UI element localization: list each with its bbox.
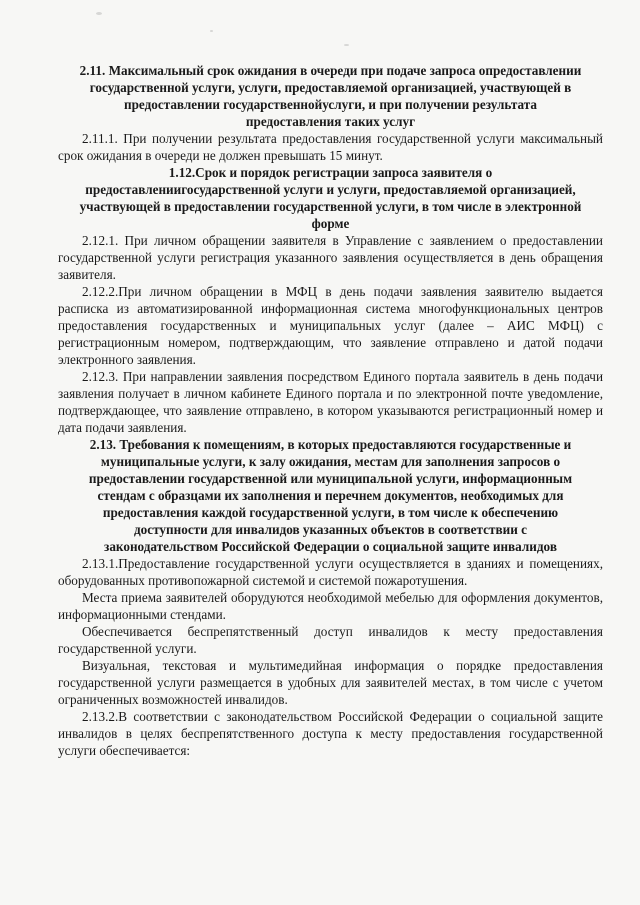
section-heading-2-12: 1.12.Срок и порядок регистрации запроса заявителя о предоставлениигосударственной услуги и услуги, предоставляемой организацией, участвующей в предоставлении государственной услуги, в том числе в электронной форме xyxy=(79,165,582,231)
paragraph-2-13-2: 2.13.2.В соответствии с законодательством Российской Федерации о социальной защите инвалидов в целях беспрепятственного доступа к месту предоставления государственной услуги обеспечивается: xyxy=(58,709,603,758)
paragraph-2-12-3: 2.12.3. При направлении заявления посредством Единого портала заявитель в день подачи заявления получает в личном кабинете Единого портала и по электронной почте уведомление, подтверждающее, что заявление отправлено, в котором указываются регистрационный номер и дата подачи заявления. xyxy=(58,369,603,435)
paragraph-2-12-1: 2.12.1. При личном обращении заявителя в Управление с заявлением о предоставлении государственной услуги регистрация указанного заявления осуществляется в день обращения заявителя. xyxy=(58,233,603,282)
paragraph-visual-information: Визуальная, текстовая и мультимедийная информация о порядке предоставления государственной услуги размещается в удобных для заявителей местах, в том числе с учетом ограниченных возможностей инвалидов. xyxy=(58,658,603,707)
scan-speck xyxy=(96,12,102,15)
scan-speck xyxy=(210,30,213,32)
section-heading-2-11: 2.11. Максимальный срок ожидания в очереди при подаче запроса опредоставлении государственной услуги, услуги, предоставляемой организацией, участвующей в предоставлении государственнойуслуги, и при получении результата предоставления таких услуг xyxy=(79,63,582,129)
paragraph-reception-places: Места приема заявителей оборудуются необходимой мебелью для оформления документов, информационными стендами. xyxy=(58,590,603,622)
paragraph-2-12-2: 2.12.2.При личном обращении в МФЦ в день подачи заявления заявителю выдается расписка из автоматизированной информационная система многофункциональных центров предоставления государственных и муниципальных услуг (далее – АИС МФЦ) с регистрационным номером, подтверждающим, что заявление отправлено и датой подачи электронного заявления. xyxy=(58,284,603,367)
paragraph-accessibility: Обеспечивается беспрепятственный доступ инвалидов к месту предоставления государственной услуги. xyxy=(58,624,603,656)
paragraph-2-11-1: 2.11.1. При получении результата предоставления государственной услуги максимальный срок ожидания в очереди не должен превышать 15 минут. xyxy=(58,131,603,163)
document-body xyxy=(58,62,603,759)
scan-speck xyxy=(344,44,349,46)
section-heading-2-13: 2.13. Требования к помещениям, в которых предоставляются государственные и муниципальные услуги, к залу ожидания, местам для заполнения запросов о предоставлении государственной или муниципальной услуги, информационным стендам с образцами их заполнения и перечнем документов, необходимых для предоставления каждой государственной услуги, в том числе к обеспечению доступности для инвалидов указанных объектов в соответствии с законодательством Российской Федерации о социальной защите инвалидов xyxy=(88,437,573,554)
paragraph-2-13-1: 2.13.1.Предоставление государственной услуги осуществляется в зданиях и помещениях, оборудованных противопожарной системой и системой пожаротушения. xyxy=(58,556,603,588)
